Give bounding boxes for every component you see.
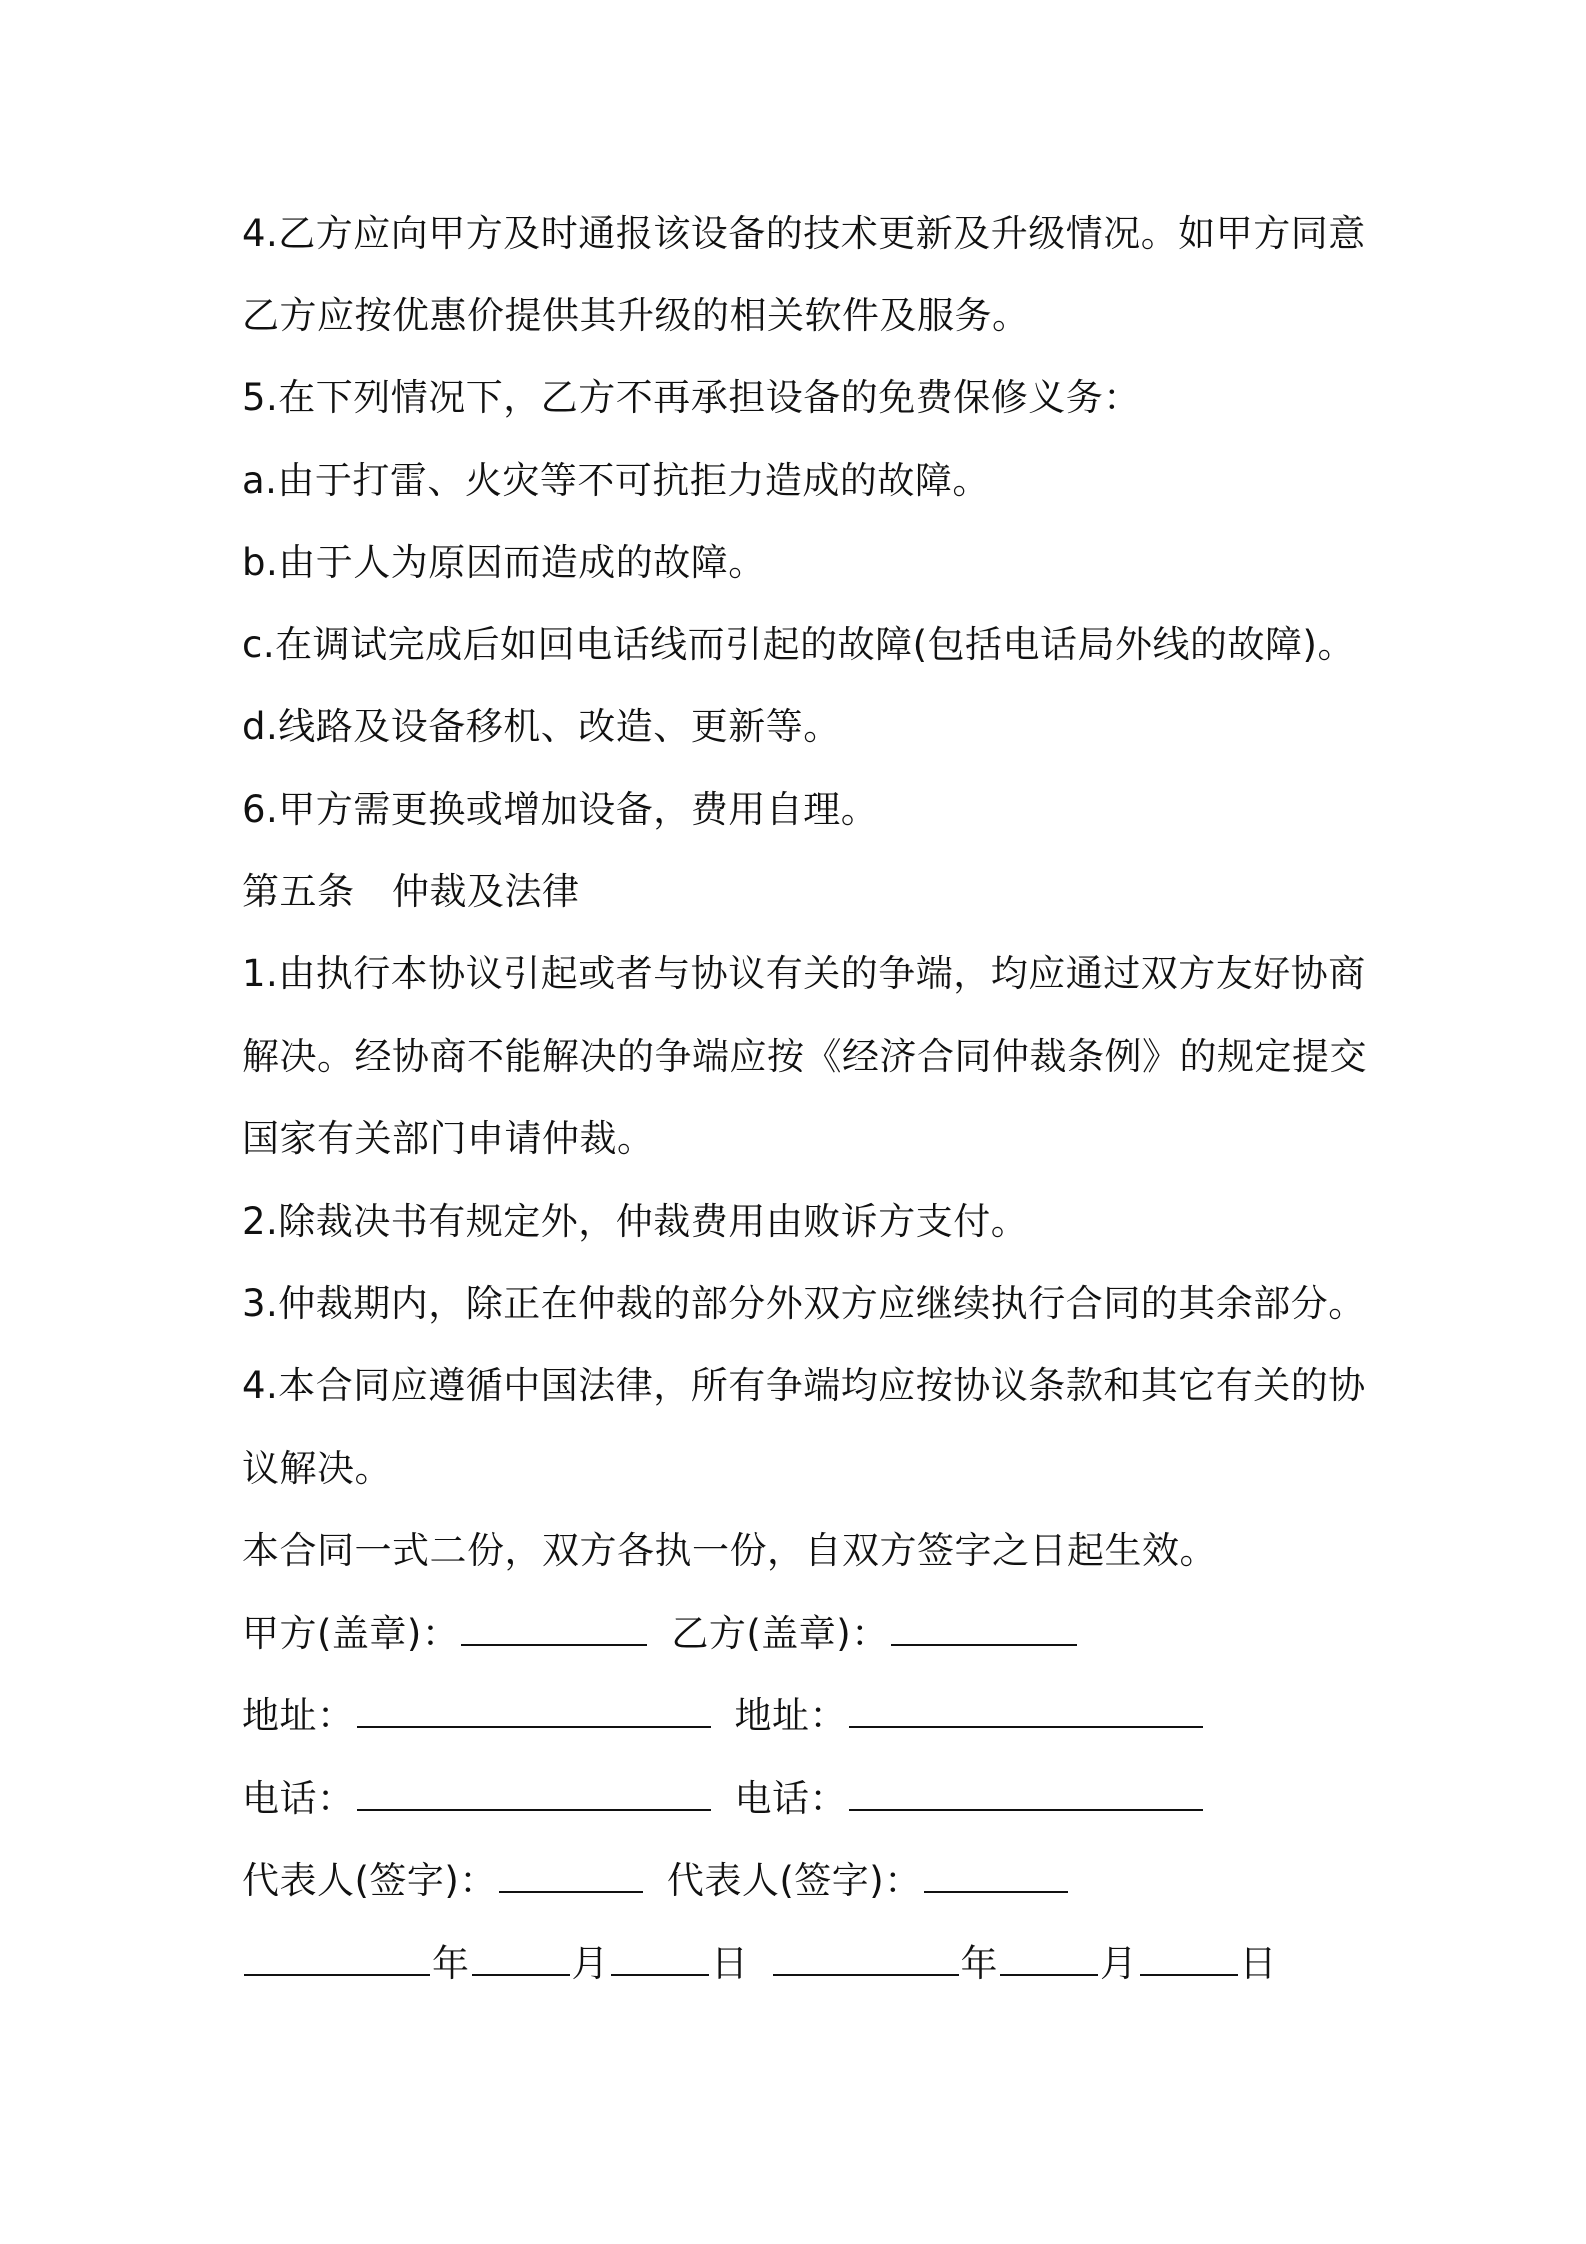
signature-seal-row <box>242 1608 1382 1660</box>
address-a-blank[interactable] <box>357 1692 711 1728</box>
party-a-seal-label: 甲方(盖章)： <box>242 1612 460 1655</box>
signature-address-row <box>242 1690 1382 1742</box>
paragraph-line: 国家有关部门申请仲裁。 <box>242 1117 655 1160</box>
rep-a-blank[interactable] <box>499 1857 643 1893</box>
address-b-blank[interactable] <box>849 1692 1203 1728</box>
address-b-label: 地址： <box>734 1694 847 1737</box>
section-heading: 第五条 仲裁及法律 <box>242 870 580 913</box>
signature-representative-row <box>242 1855 1382 1907</box>
date-b-day-blank[interactable] <box>1140 1940 1238 1976</box>
date-a-day-blank[interactable] <box>611 1940 709 1976</box>
party-a-seal-blank[interactable] <box>461 1610 647 1646</box>
phone-a-label: 电话： <box>242 1777 355 1820</box>
paragraph-line: b.由于人为原因而造成的故障。 <box>242 541 766 584</box>
date-a-month-blank[interactable] <box>472 1940 570 1976</box>
year-label: 年 <box>960 1942 998 1985</box>
phone-a-blank[interactable] <box>357 1775 711 1811</box>
date-a-year-blank[interactable] <box>244 1940 430 1976</box>
signature-phone-row <box>242 1773 1382 1825</box>
paragraph-line: 议解决。 <box>242 1447 392 1490</box>
paragraph-line: 1.由执行本协议引起或者与协议有关的争端，均应通过双方友好协商 <box>242 952 1366 995</box>
paragraph-line: 解决。经协商不能解决的争端应按《经济合同仲裁条例》的规定提交 <box>242 1035 1367 1078</box>
party-b-seal-label: 乙方(盖章)： <box>671 1612 889 1655</box>
year-label: 年 <box>432 1942 470 1985</box>
paragraph-line: 5.在下列情况下，乙方不再承担设备的免费保修义务： <box>242 376 1141 419</box>
paragraph-line: 4.本合同应遵循中国法律，所有争端均应按协议条款和其它有关的协 <box>242 1364 1366 1407</box>
rep-b-label: 代表人(签字)： <box>666 1859 922 1902</box>
paragraph-line: d.线路及设备移机、改造、更新等。 <box>242 705 841 748</box>
paragraph-line: a.由于打雷、火灾等不可抗拒力造成的故障。 <box>242 459 990 502</box>
paragraph-line: 本合同一式二份，双方各执一份，自双方签字之日起生效。 <box>242 1529 1217 1572</box>
paragraph-line: 2.除裁决书有规定外，仲裁费用由败诉方支付。 <box>242 1200 1029 1243</box>
day-label: 日 <box>711 1942 749 1985</box>
month-label: 月 <box>571 1942 609 1985</box>
phone-b-blank[interactable] <box>849 1775 1203 1811</box>
signature-date-row <box>242 1938 1382 1990</box>
address-a-label: 地址： <box>242 1694 355 1737</box>
phone-b-label: 电话： <box>734 1777 847 1820</box>
date-b-year-blank[interactable] <box>773 1940 959 1976</box>
paragraph-line: 6.甲方需更换或增加设备，费用自理。 <box>242 788 879 831</box>
paragraph-line: 乙方应按优惠价提供其升级的相关软件及服务。 <box>242 294 1030 337</box>
date-b-month-blank[interactable] <box>1000 1940 1098 1976</box>
day-label: 日 <box>1239 1942 1277 1985</box>
rep-a-label: 代表人(签字)： <box>242 1859 497 1902</box>
party-b-seal-blank[interactable] <box>891 1610 1077 1646</box>
paragraph-line: 3.仲裁期内，除正在仲裁的部分外双方应继续执行合同的其余部分。 <box>242 1282 1366 1325</box>
rep-b-blank[interactable] <box>924 1857 1068 1893</box>
month-label: 月 <box>1100 1942 1138 1985</box>
paragraph-line: 4.乙方应向甲方及时通报该设备的技术更新及升级情况。如甲方同意 <box>242 212 1366 255</box>
paragraph-line: c.在调试完成后如回电话线而引起的故障(包括电话局外线的故障)。 <box>242 623 1355 666</box>
